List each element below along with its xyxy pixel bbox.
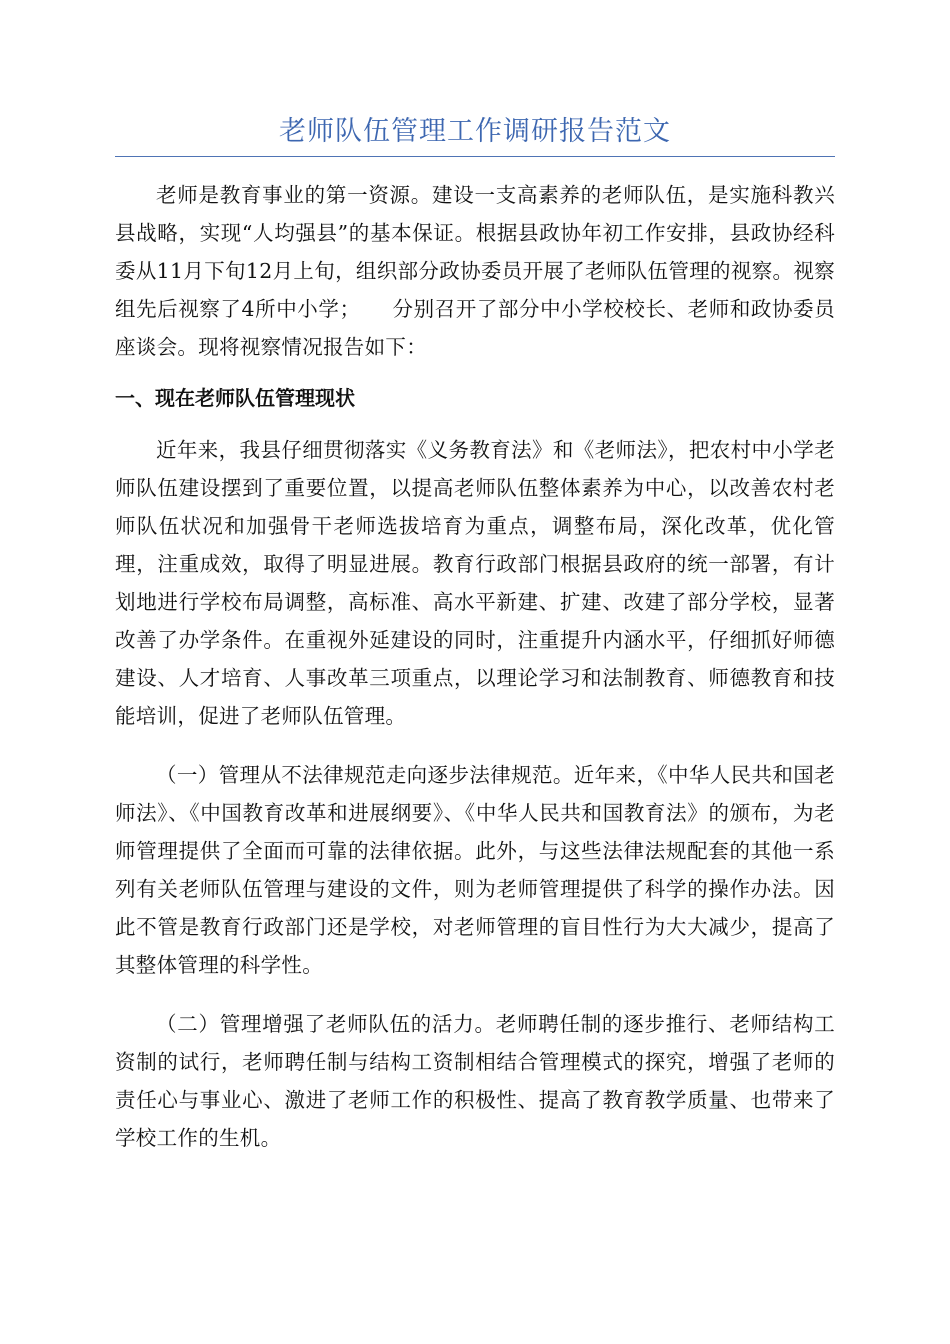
spacer (115, 417, 835, 431)
intro-paragraph: 老师是教育事业的第一资源。建设一支高素养的老师队伍，是实施科教兴县战略，实现“人均强县”的基本保证。根据县政协年初工作安排，县政协经科委从11月下旬12月上旬，组织部分政协委员开展了老师队伍管理的视察。视察组先后视察了4所中小学； 分别召开了部分中小学校校长、老师和政协委员座谈会。现将视察情况报告如下： (115, 183, 835, 359)
document-title: 老师队伍管理工作调研报告范文 (279, 116, 671, 147)
spacer (115, 735, 835, 756)
spacer (115, 366, 835, 379)
title-block (115, 112, 835, 157)
spacer (115, 984, 835, 1005)
point-one-paragraph: （一）管理从不法律规范走向逐步法律规范。近年来，《中华人民共和国老师法》、《中国教育改革和进展纲要》、《中华人民共和国教育法》的颁布，为老师管理提供了全面而可靠的法律依据。此外，与这些法律法规配套的其他一系列有关老师队伍管理与建设的文件，则为老师管理提供了科学的操作办法。因此不管是教育行政部门还是学校，对老师管理的盲目性行为大大减少，提高了其整体管理的科学性。 (115, 763, 835, 977)
section-paragraph: 近年来，我县仔细贯彻落实《义务教育法》和《老师法》，把农村中小学老师队伍建设摆到了重要位置，以提高老师队伍整体素养为中心，以改善农村老师队伍状况和加强骨干老师选拔培育为重点，调整布局，深化改革，优化管理，注重成效，取得了明显进展。教育行政部门根据县政府的统一部署，有计划地进行学校布局调整，高标准、高水平新建、扩建、改建了部分学校，显著改善了办学条件。在重视外延建设的同时，注重提升内涵水平，仔细抓好师德建设、人才培育、人事改革三项重点，以理论学习和法制教育、师德教育和技能培训，促进了老师队伍管理。 (115, 438, 835, 728)
document-body (115, 176, 835, 1157)
section-heading: 一、现在老师队伍管理现状 (115, 386, 355, 410)
point-two-paragraph: （二）管理增强了老师队伍的活力。老师聘任制的逐步推行、老师结构工资制的试行，老师聘任制与结构工资制相结合管理模式的探究，增强了老师的责任心与事业心、激进了老师工作的积极性、提高了教育教学质量、也带来了学校工作的生机。 (115, 1012, 835, 1150)
